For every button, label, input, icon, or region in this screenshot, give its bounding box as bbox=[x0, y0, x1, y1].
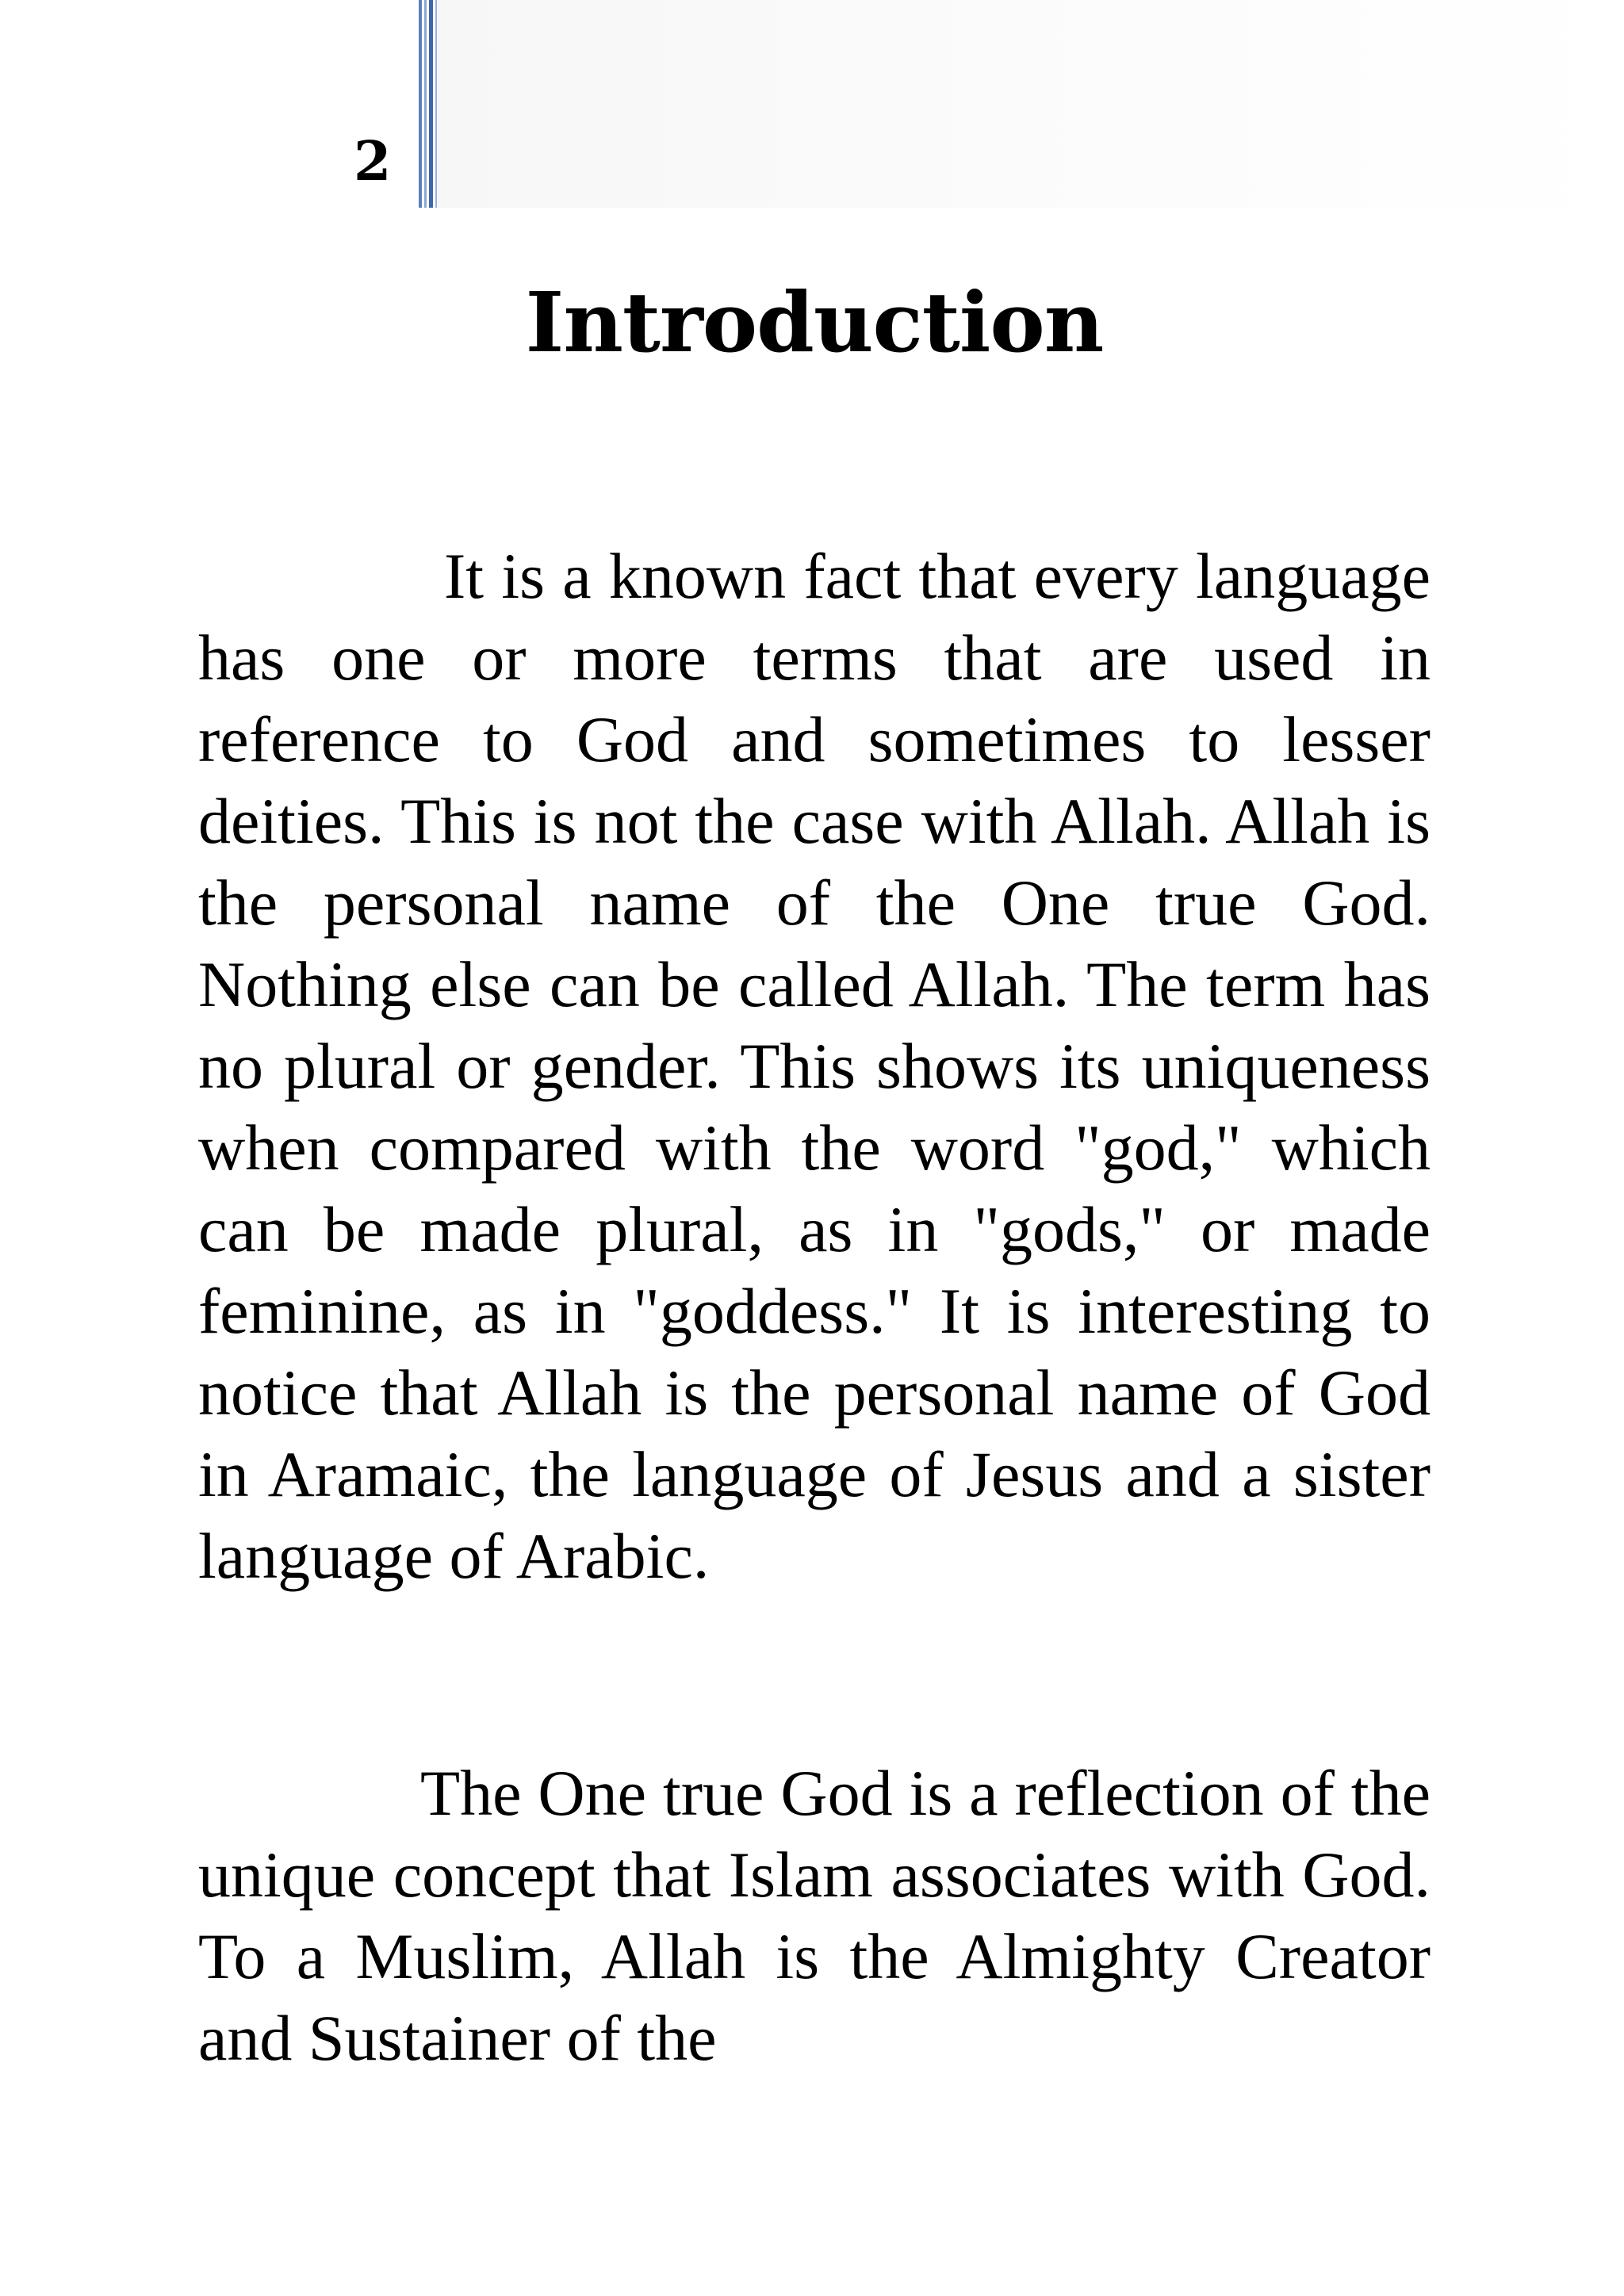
page-number: 2 bbox=[354, 130, 392, 193]
margin-rule-line bbox=[419, 0, 422, 208]
header-band bbox=[438, 0, 1624, 208]
margin-rule-line bbox=[424, 0, 427, 208]
margin-rule bbox=[419, 0, 438, 208]
paragraph-2: The One true God is a reflection of the unique concept that Islam associates with God. To a Muslim, Allah is the Almighty Creator and Sustainer of the bbox=[198, 1757, 1431, 2074]
page-title: Introduction bbox=[525, 274, 1104, 371]
paragraph-1: It is a known fact that every language has one or more terms that are used in reference to God and sometimes to lesser deities. This is not the case with Allah. Allah is the personal name of the One true God. Nothing else can be called Allah. The term has no plural or gender. This shows its uniqueness when compared with the word "god," which can be made plural, as in "gods," or made feminine, as in "goddess." It is interesting to notice that Allah is the personal name of God in Aramaic, the language of Jesus and a sister language of Arabic. bbox=[198, 540, 1431, 1592]
margin-rule-line bbox=[435, 0, 437, 208]
margin-rule-line bbox=[429, 0, 433, 208]
